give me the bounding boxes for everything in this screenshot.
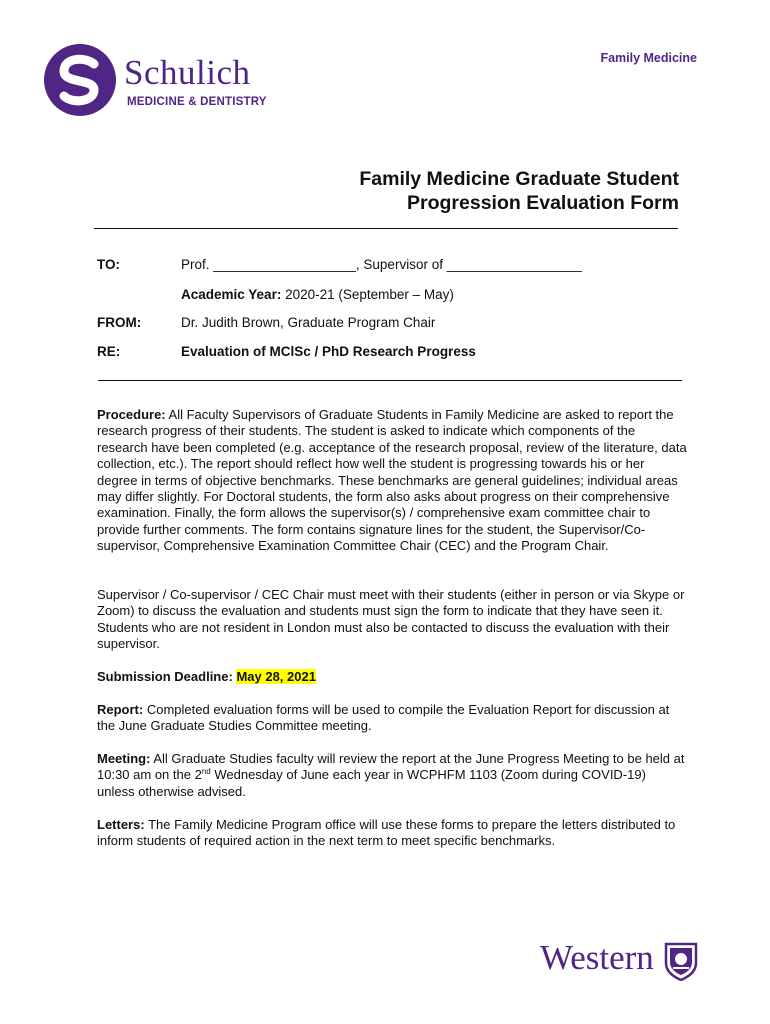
academic-year bbox=[181, 287, 454, 302]
schulich-s-logo-icon bbox=[44, 44, 116, 116]
report-text: Completed evaluation forms will be used to compile the Evaluation Report for discussion at the June Graduate Studies Committee meeting. bbox=[97, 702, 670, 734]
from-value: Dr. Judith Brown, Graduate Program Chair bbox=[181, 315, 436, 330]
meeting-text-b: Wednesday of June each year in WCPHFM 1103 (Zoom during COVID-19) unless otherwise advised. bbox=[97, 767, 646, 799]
department-name: Family Medicine bbox=[600, 51, 697, 65]
academic-year-value: 2020-21 (September – May) bbox=[285, 287, 454, 302]
meeting-text-a: All Graduate Studies faculty will review the report at the June Progress Meeting to be held at 10:30 am on the 2 bbox=[97, 751, 685, 783]
memo-divider bbox=[98, 380, 682, 381]
form-title-line1: Family Medicine Graduate Student bbox=[359, 168, 679, 190]
western-crest-icon bbox=[664, 941, 698, 981]
re-value: Evaluation of MClSc / PhD Research Progress bbox=[181, 344, 476, 359]
report-lead: Report: bbox=[97, 702, 144, 717]
to-label: TO: bbox=[97, 257, 120, 272]
meeting-paragraph bbox=[97, 751, 687, 800]
supervisor-paragraph bbox=[97, 587, 687, 653]
meeting-superscript: nd bbox=[201, 767, 211, 777]
supervisor-text: Supervisor / Co-supervisor / CEC Chair must meet with their students (either in person or via Skype or Zoom) to discuss the evaluation and students must sign the form to indicate that they have seen it. Students who are not resident in London must also be contacted to discuss the evaluation with their supervisor. bbox=[97, 587, 685, 652]
form-title bbox=[359, 167, 679, 215]
procedure-lead: Procedure: bbox=[97, 407, 166, 422]
letters-paragraph bbox=[97, 817, 687, 850]
logo-wordmark: Schulich bbox=[124, 53, 251, 92]
report-paragraph bbox=[97, 702, 687, 735]
letters-lead: Letters: bbox=[97, 817, 145, 832]
to-value: Prof. ___________________, Supervisor of __________________ bbox=[181, 257, 582, 272]
from-label: FROM: bbox=[97, 315, 142, 330]
deadline-lead: Submission Deadline: bbox=[97, 669, 233, 684]
academic-year-label: Academic Year: bbox=[181, 287, 282, 302]
procedure-text: All Faculty Supervisors of Graduate Students in Family Medicine are asked to report the research progress of their students. The student is asked to indicate which components of the research have been completed (e.g. acceptance of the research proposal, review of the literature, data collection, etc.). The report should reflect how well the student is progressing towards his or her degree in terms of objective benchmarks. These benchmarks are general guidelines; individual areas may differ slightly. For Doctoral students, the form also asks about progress on their comprehensive examination. Finally, the form allows the supervisor(s) / comprehensive exam committee chair to provide further comments. The form contains signature lines for the student, the Supervisor/Co-supervisor, Comprehensive Examination Committee Chair (CEC) and the Program Chair. bbox=[97, 407, 687, 554]
form-title-line2: Progression Evaluation Form bbox=[407, 192, 679, 214]
deadline-date: May 28, 2021 bbox=[236, 669, 316, 684]
meeting-lead: Meeting: bbox=[97, 751, 151, 766]
letters-text: The Family Medicine Program office will use these forms to prepare the letters distributed to inform students of required action in the next term to meet specific benchmarks. bbox=[97, 817, 676, 849]
logo-subtitle: MEDICINE & DENTISTRY bbox=[127, 96, 267, 108]
deadline-paragraph bbox=[97, 669, 687, 685]
title-divider bbox=[94, 228, 678, 229]
western-wordmark: Western bbox=[540, 938, 654, 977]
procedure-paragraph bbox=[97, 407, 687, 555]
re-label: RE: bbox=[97, 344, 121, 359]
